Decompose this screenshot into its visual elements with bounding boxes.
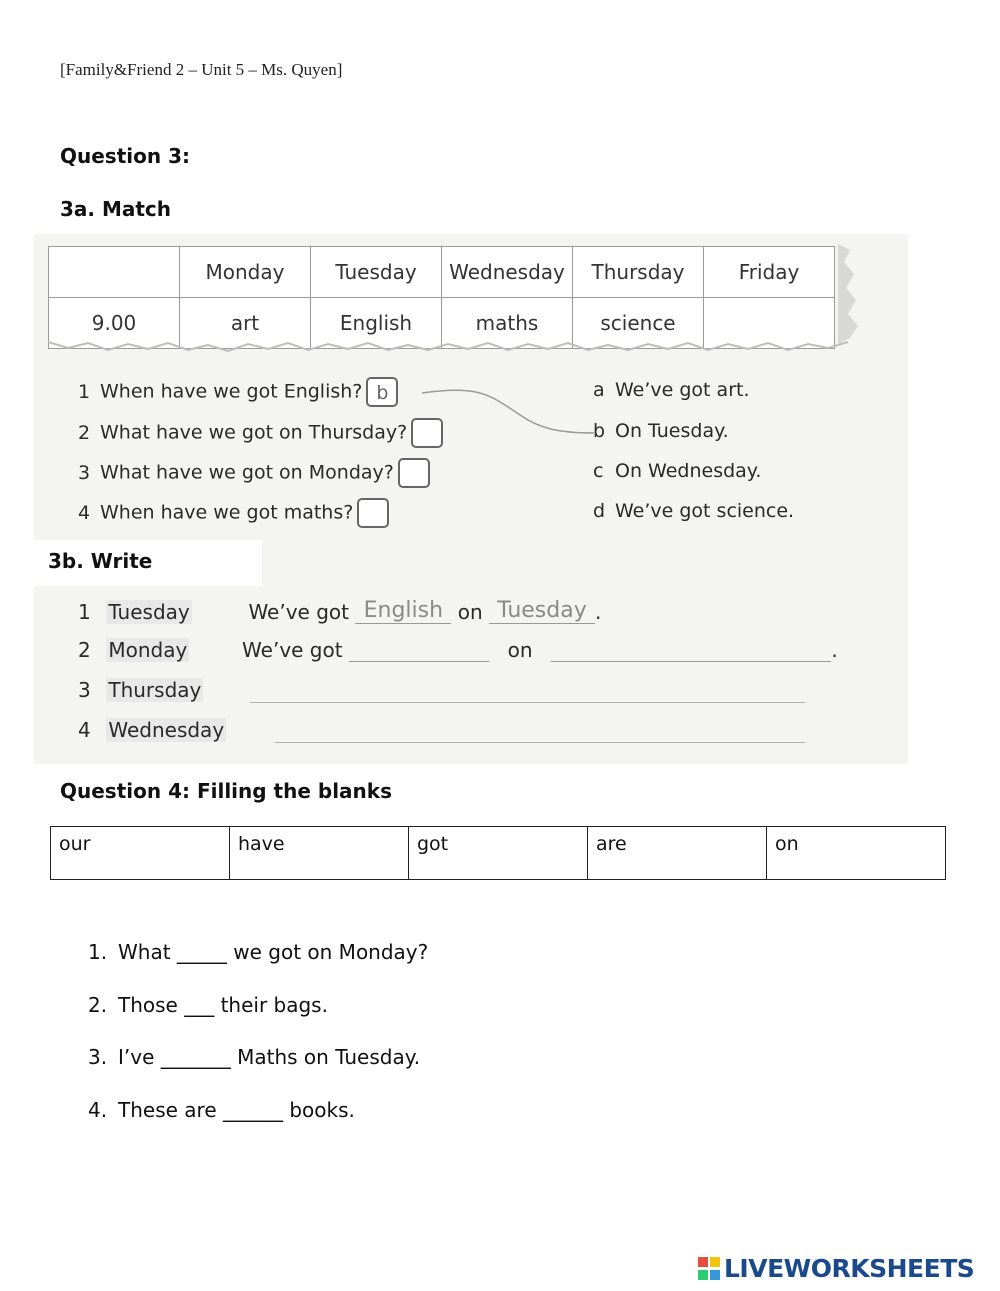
timetable-subject-cell: art xyxy=(180,298,311,349)
part-3a-title: 3a. Match xyxy=(60,197,172,221)
match-answer: a We’ve got art. xyxy=(593,379,750,401)
timetable-day-cell: Wednesday xyxy=(442,247,573,298)
liveworksheets-logo xyxy=(698,1254,994,1286)
write-row: 1 Tuesday We’ve got English on Tuesday . xyxy=(78,598,602,624)
torn-edge-decoration xyxy=(836,240,866,350)
answer-line[interactable] xyxy=(275,742,805,743)
word-bank-table xyxy=(50,826,946,880)
timetable-header-row xyxy=(49,247,835,298)
example-match-line xyxy=(420,385,596,445)
match-question: 4 When have we got maths? xyxy=(78,498,389,528)
timetable-day-cell: Tuesday xyxy=(311,247,442,298)
torn-bottom-edge xyxy=(48,338,848,356)
liveworksheets-wordmark: LIVEWORKSHEETS xyxy=(724,1254,975,1283)
answer-box[interactable] xyxy=(357,498,389,528)
filled-blank[interactable]: English xyxy=(355,598,451,624)
match-question: 1 When have we got English? b xyxy=(78,377,398,407)
timetable-subject-cell: maths xyxy=(442,298,573,349)
match-answer: c On Wednesday. xyxy=(593,460,762,482)
fill-item: 3. I’ve _______ Maths on Tuesday. xyxy=(88,1045,421,1069)
match-question: 3 What have we got on Monday? xyxy=(78,458,430,488)
blank-line[interactable] xyxy=(551,641,831,662)
question-3-title: Question 3: xyxy=(60,144,190,168)
liveworksheets-icon xyxy=(698,1257,722,1283)
timetable-subject-cell: science xyxy=(573,298,704,349)
answer-line[interactable] xyxy=(250,702,805,703)
timetable-corner-cell xyxy=(49,247,180,298)
fill-item: 1. What _____ we got on Monday? xyxy=(88,940,429,964)
fill-item: 2. Those ___ their bags. xyxy=(88,993,328,1017)
word-bank-cell: have xyxy=(230,827,409,880)
timetable-time-cell: 9.00 xyxy=(49,298,180,349)
match-question: 2 What have we got on Thursday? xyxy=(78,418,443,448)
timetable-subject-cell: English xyxy=(311,298,442,349)
word-bank-cell: on xyxy=(767,827,946,880)
timetable xyxy=(48,246,835,349)
timetable-day-cell: Friday xyxy=(704,247,835,298)
write-day-label: Thursday xyxy=(108,678,202,702)
write-day-label: Tuesday xyxy=(108,600,190,624)
match-answer: d We’ve got science. xyxy=(593,500,795,522)
timetable-day-cell: Monday xyxy=(180,247,311,298)
write-row: 4 Wednesday xyxy=(78,718,225,742)
part-3b-title: 3b. Write xyxy=(48,549,153,573)
question-4-title: Question 4: Filling the blanks xyxy=(60,779,392,803)
answer-box[interactable]: b xyxy=(366,377,398,407)
write-row: 3 Thursday xyxy=(78,678,202,702)
answer-box[interactable] xyxy=(398,458,430,488)
filled-blank[interactable]: Tuesday xyxy=(489,598,595,624)
word-bank-cell: got xyxy=(409,827,588,880)
word-bank-cell: are xyxy=(588,827,767,880)
blank-line[interactable] xyxy=(349,641,489,662)
match-answer: b On Tuesday. xyxy=(593,420,729,442)
write-row: 2 Monday We’ve got on . xyxy=(78,638,838,662)
fill-item: 4. These are ______ books. xyxy=(88,1098,355,1122)
document-header: [Family&Friend 2 – Unit 5 – Ms. Quyen] xyxy=(60,60,343,79)
write-day-label: Wednesday xyxy=(108,718,225,742)
write-day-label: Monday xyxy=(108,638,188,662)
timetable-day-cell: Thursday xyxy=(573,247,704,298)
word-bank-cell: our xyxy=(51,827,230,880)
